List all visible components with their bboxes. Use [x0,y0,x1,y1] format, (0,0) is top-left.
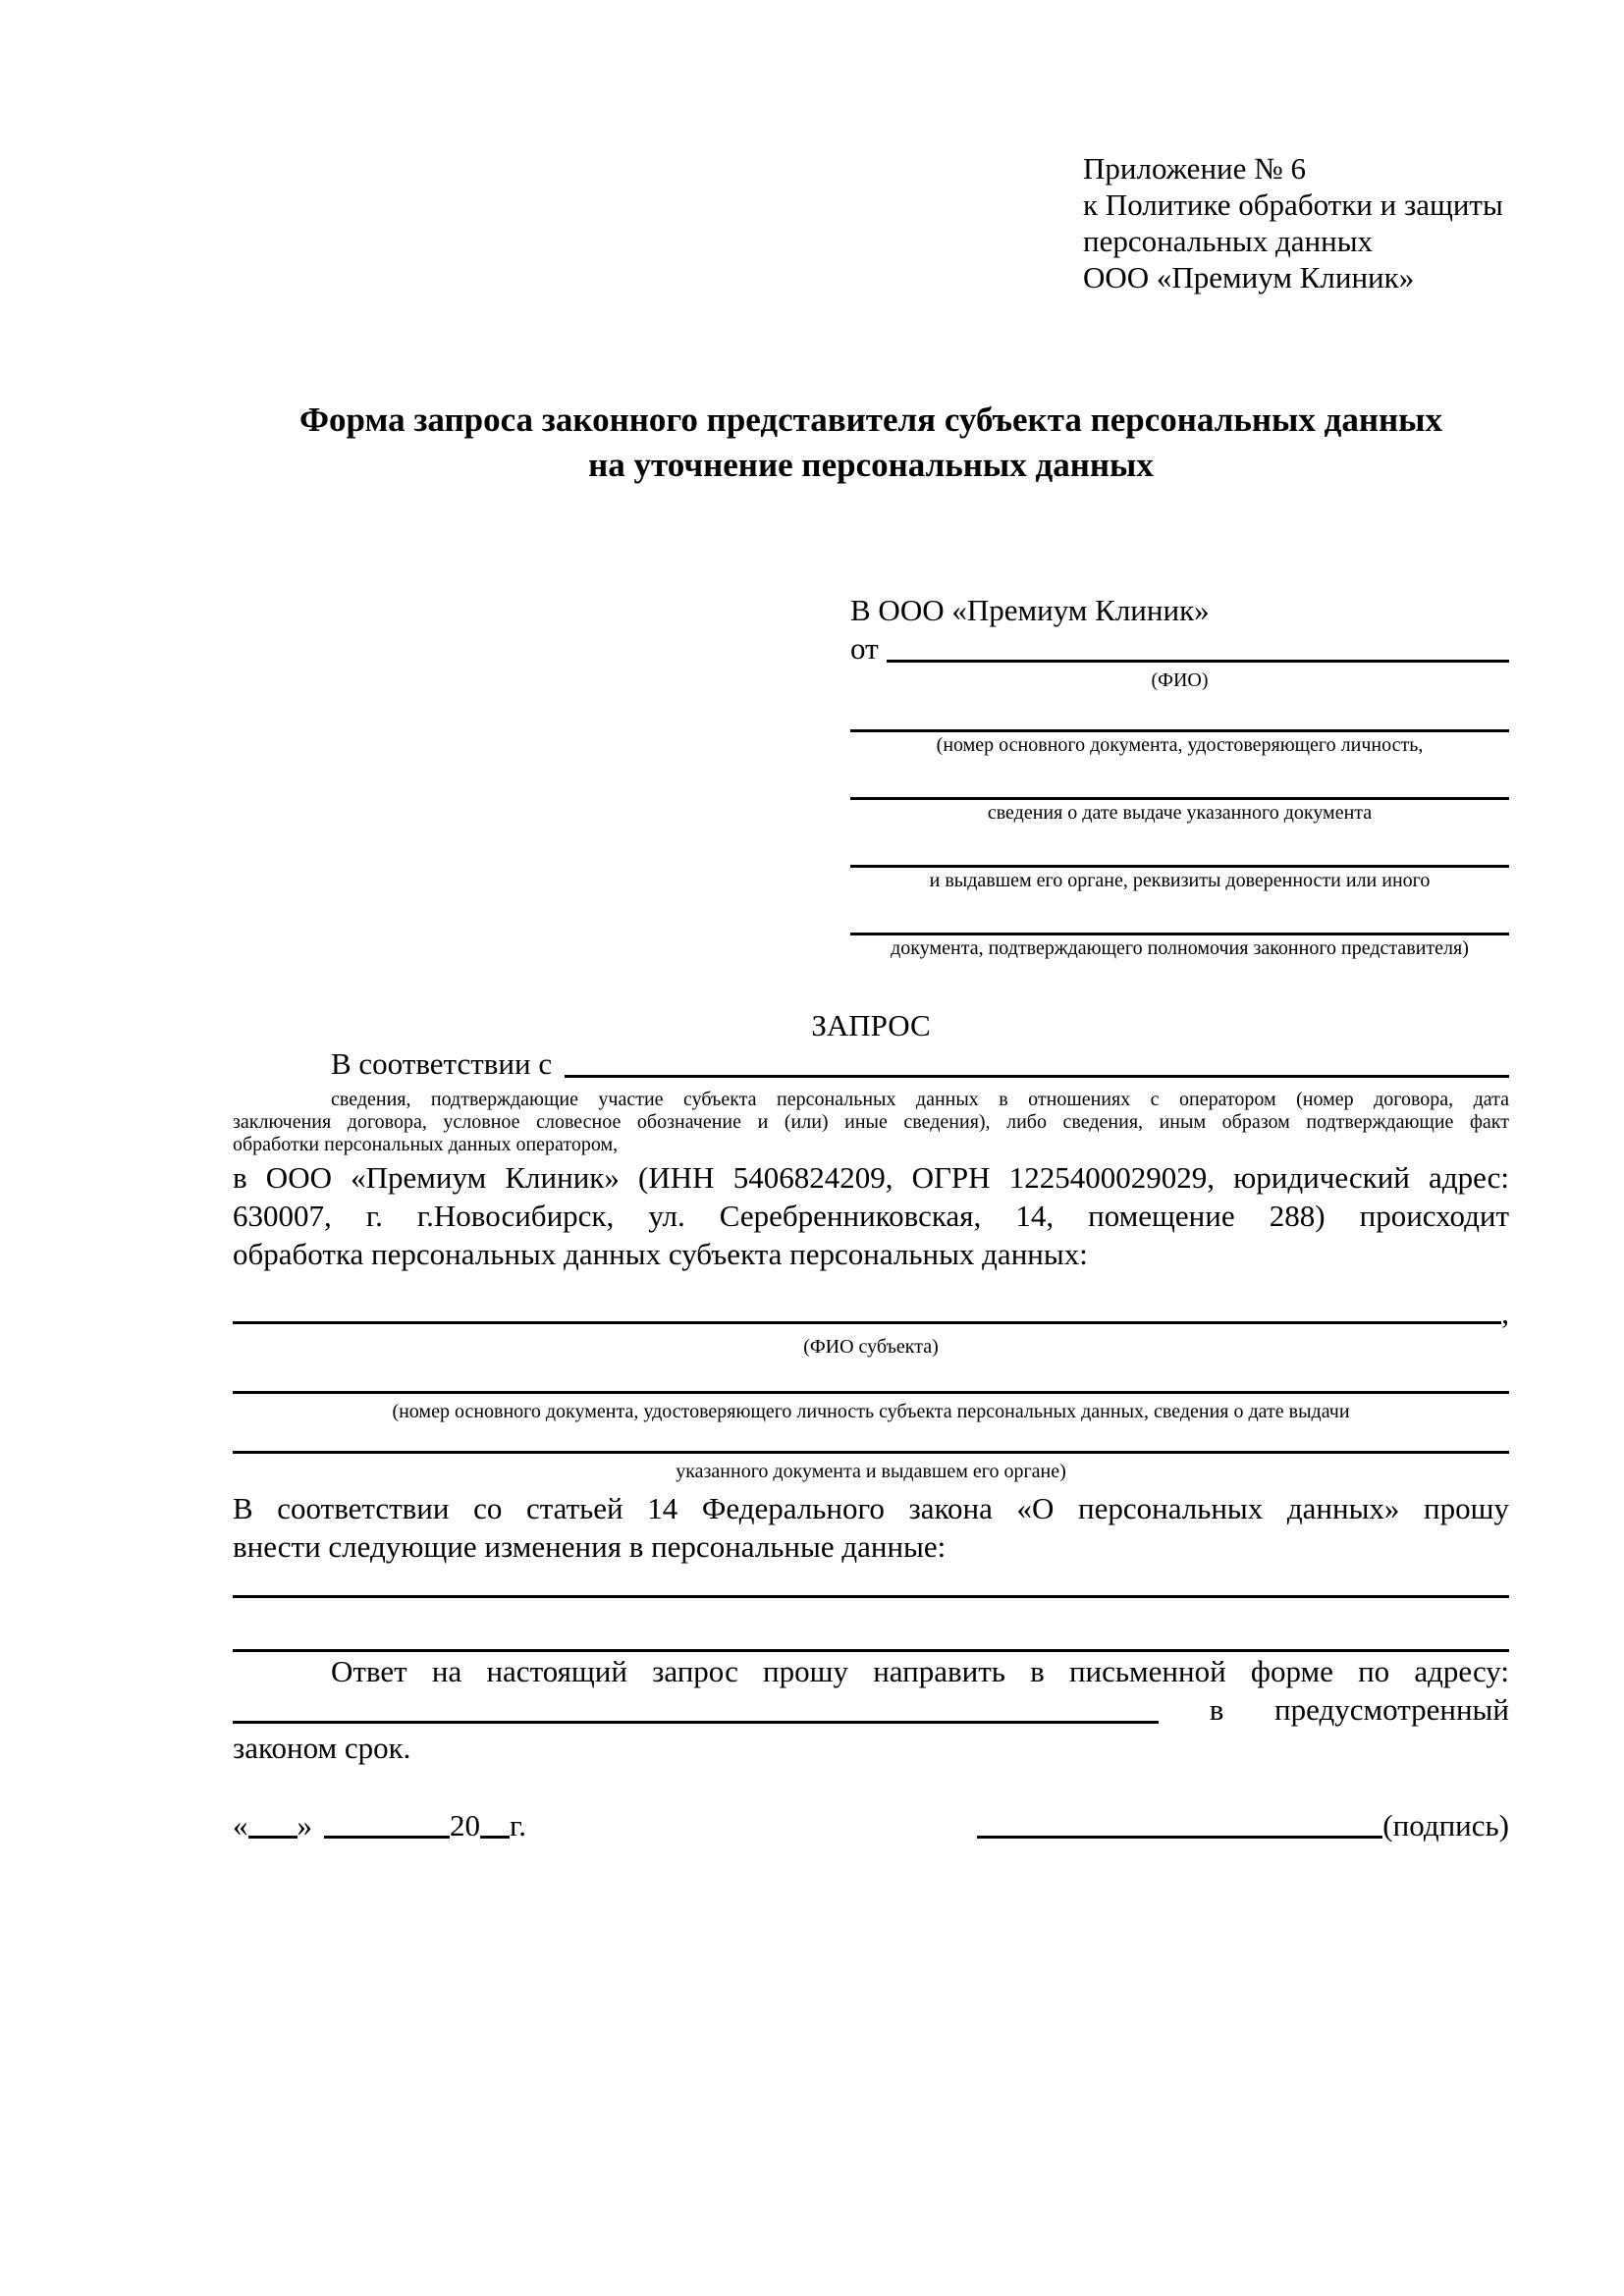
note-small-text [233,1089,1509,1156]
subject-fio-row [233,1298,1509,1329]
subject-doc-fill-line-2 [233,1451,1509,1454]
blank-line-caption: (номер основного документа, удостоверяющего личность, [936,734,1424,756]
answer-word-v: в [1209,1692,1224,1727]
date-quote-open: « [233,1808,248,1842]
document-title-line-2: на уточнение персональных данных [588,446,1154,484]
date-field [233,1806,526,1844]
note-line-1: сведения, подтверждающие участие субъекта персональных данных в отношениях с оператором (номер договора, дата [331,1089,1509,1110]
addressee-block [850,591,1509,960]
date-day-fill-line [248,1836,298,1839]
trailing-comma: , [1501,1296,1509,1330]
annex-line-4: ООО «Премиум Клиник» [1083,260,1415,294]
blank-fill-line [850,933,1509,935]
annex-line-3: персональных данных [1083,224,1374,258]
from-label: от [850,631,879,666]
answer-line-1: Ответ на настоящий запрос прошу направить в письменной форме по адресу: [331,1654,1509,1688]
in-accordance-row [233,1044,1509,1083]
statement-line-1: В соответствии со статьей 14 Федерального закона «О персональных данных» прошу [233,1491,1509,1525]
annex-block [1083,150,1509,295]
operator-line-1: в ООО «Премиум Клиник» (ИНН 5406824209, ОГРН 1225400029029, юридический адрес: [233,1160,1509,1195]
address-fill-line [233,1721,1159,1724]
representative-doc-row-4 [850,933,1509,960]
document-title-line-1: Форма запроса законного представителя субъекта персональных данных [299,400,1442,439]
annex-line-2: к Политике обработки и защиты [1083,187,1503,222]
subject-doc-caption-2: указанного документа и выдавшем его органе) [676,1461,1066,1482]
subject-doc-fill-line-1 [233,1391,1509,1394]
note-line-2: заключения договора, условное словесное обозначение и (или) иные сведения), либо сведения, иным образом подтверждающие факт [233,1111,1509,1133]
note-line-3: обработки персональных данных оператором, [233,1134,619,1155]
date-year-fill-line [480,1836,510,1839]
signature-field [977,1806,1509,1844]
representative-doc-row-2 [850,797,1509,825]
in-accordance-fill-line [565,1075,1509,1078]
statement-paragraph [233,1489,1509,1566]
from-row [850,629,1509,667]
answer-paragraph [233,1652,1509,1767]
signature-fill-line [977,1836,1382,1839]
representative-doc-row-3 [850,865,1509,892]
from-fill-line [887,660,1509,663]
date-year-suffix: г. [510,1808,526,1842]
signature-caption: (подпись) [1382,1808,1509,1842]
answer-line-3: законом срок. [233,1731,411,1765]
operator-line-3: обработка персональных данных субъекта персональных данных: [233,1237,1088,1271]
subject-doc-caption-1: (номер основного документа, удостоверяющего личность субъекта персональных данных, сведения о дате выдачи [392,1401,1350,1422]
annex-line-1: Приложение № 6 [1083,151,1306,186]
date-year-prefix: 20 [450,1808,480,1842]
subject-fio-fill-line [233,1321,1501,1324]
statement-line-2: внести следующие изменения в персональные данные: [233,1529,947,1564]
changes-fill-line-1 [233,1595,1509,1598]
blank-line-caption: сведения о дате выдаче указанного документа [987,802,1373,824]
subject-fio-caption: (ФИО субъекта) [803,1336,939,1358]
in-accordance-label: В соответствии с [331,1046,553,1081]
request-heading: ЗАПРОС [811,1008,931,1042]
date-month-fill-line [324,1836,450,1839]
address-row [233,1690,1509,1729]
document-title [233,398,1509,488]
blank-fill-line [850,865,1509,868]
blank-line-caption: и выдавшем его органе, реквизиты доверенности или иного [929,870,1431,891]
addressee-to: В ООО «Премиум Клиник» [850,593,1210,627]
blank-fill-line [850,729,1509,732]
date-quote-close: » [297,1808,312,1842]
operator-paragraph [233,1158,1509,1273]
blank-fill-line [850,797,1509,800]
representative-doc-row-1 [850,729,1509,757]
blank-line-caption: документа, подтверждающего полномочия законного представителя) [891,937,1469,959]
operator-line-2: 630007, г. г.Новосибирск, ул. Серебренниковская, 14, помещение 288) происходит [233,1199,1509,1233]
fio-caption: (ФИО) [1151,669,1209,691]
answer-word-predusmotrennyi: предусмотренный [1274,1692,1509,1727]
footer-row [233,1806,1509,1844]
